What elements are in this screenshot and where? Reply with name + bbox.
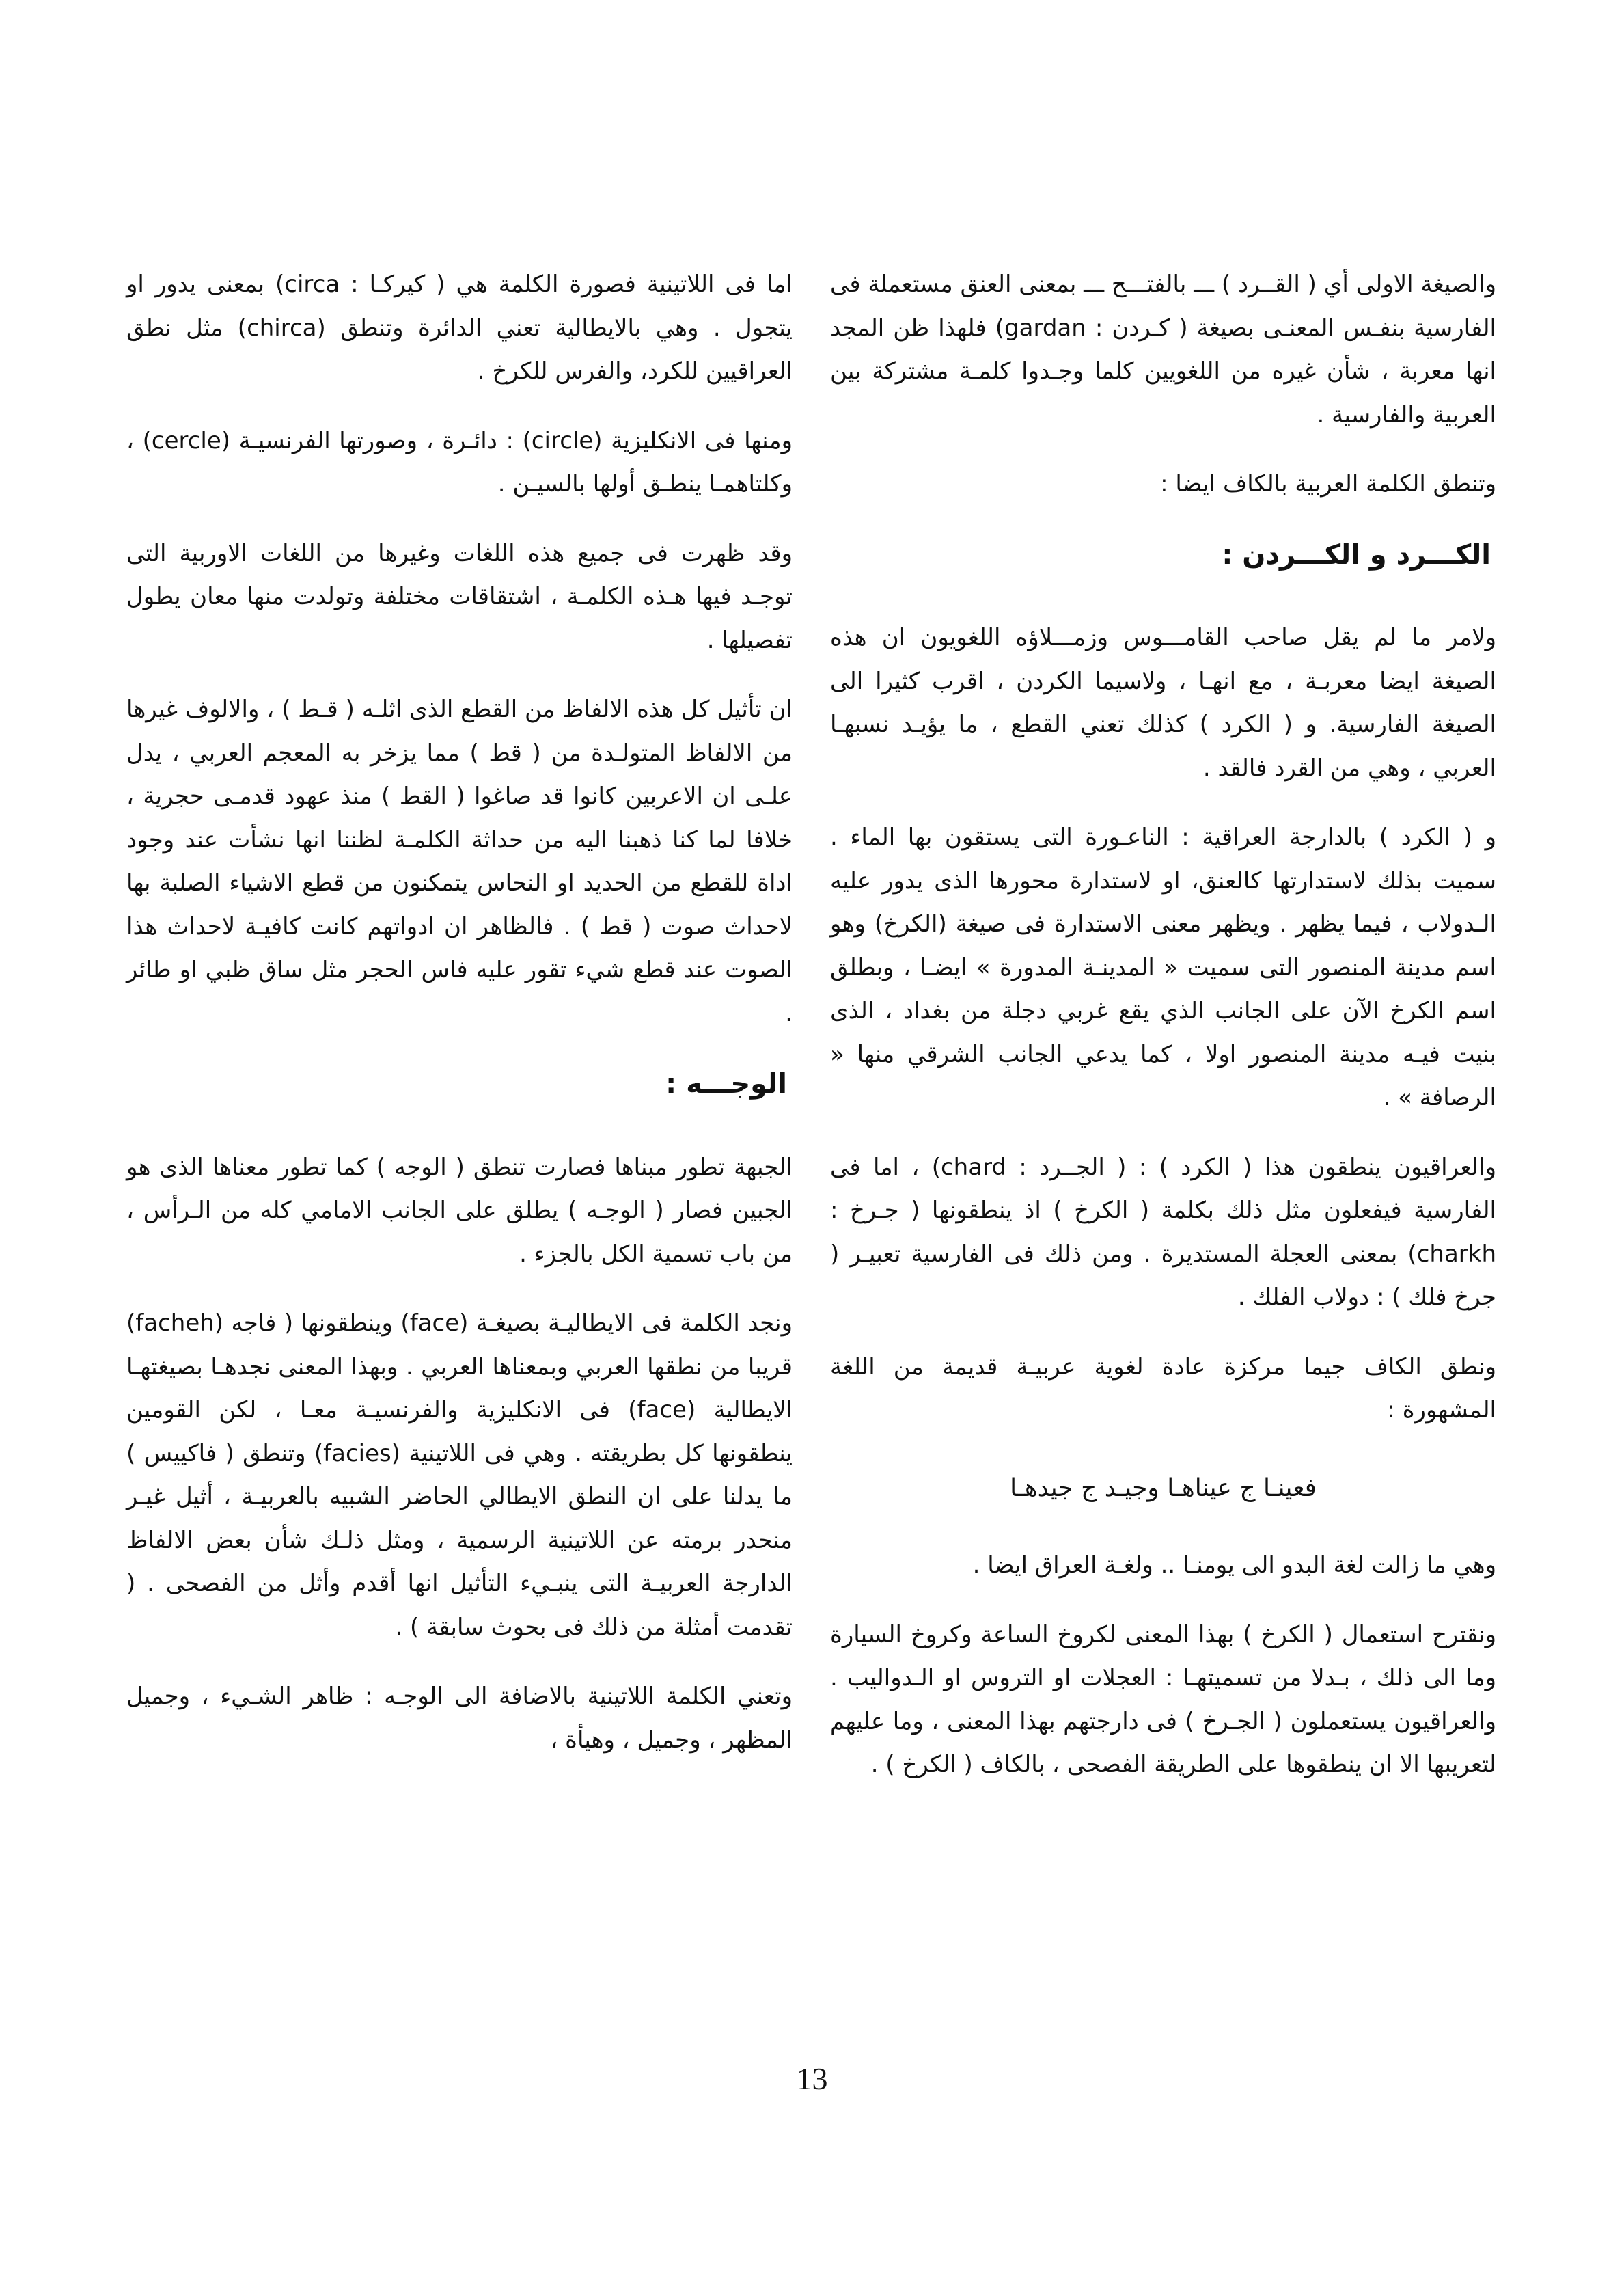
left-column	[126, 263, 793, 1788]
paragraph: و ( الكرد ) بالدارجة العراقية : الناعـورة التى يستقون بها الماء . سميت بذلك لاستدارتها كالعنق، او لاستدارة محورها الذى يدور عليه الـدولاب ، فيما يظهر . ويظهر معنى الاستدارة فى صيغة (الكرخ) وهو اسم مدينة المنصور التى سميت « المدينـة المدورة » ايضـا ، وبطلق اسم الكرخ الآن على الجانب الذي يقع غربي دجلة من بغداد ، الذى بنيت فيـه مدينة المنصور اولا ، كما يدعي الجانب الشرقي منها « الرصافة » .	[830, 824, 1496, 1111]
section-heading: الوجـــه :	[665, 1068, 787, 1100]
right-column	[830, 263, 1496, 1813]
paragraph: ان تأثيل كل هذه الالفاظ من القطع الذى اثلـه ( قـط ) ، والالوف غيرها من الالفاظ المتولـدة من ( قط ) مما يزخر به المعجم العربي ، يدل علـى ان الاعربين كانوا قد صاغوا ( القط ) منذ عهود قدمـى حجرية ، خلافا لما كنا ذهبنا اليه من حداثة الكلمـة لظننا انها نشأت عند وجود اداة للقطع من الحديد او النحاس يتمكنون من قطع الاشياء الصلبة بها لاحداث صوت ( قط ) . فالظاهر ان ادواتهم كانت كافيـة لاحداث هذا الصوت عند قطع شيء تقور عليه فاس الحجر مثل ساق ظبي او طائر .	[126, 696, 793, 1027]
paragraph: والصيغة الاولى أي ( القــرد ) ـــ بالفتـــح ـــ بمعنى العنق مستعملة فى الفارسية بنفـس المعنـى بصيغة ( كـردن : gardan) فلهذا ظن المجد انها معربة ، شأن غيره من اللغويين كلما وجـدوا كلمـة مشتركة بين العربية والفارسية .	[830, 271, 1497, 429]
paragraph: ولامر ما لم يقل صاحب القامـــوس وزمـــلاؤه اللغويون ان هذه الصيغة ايضا معربـة ، مع انهـا ، ولاسيما الكردن ، اقرب كثيرا الى الصيغة الفارسية. و ( الكرد ) كذلك تعني القطع ، ما يؤيـد نسبهـا العربي ، وهي من القرد فالقد .	[830, 624, 1496, 782]
paragraph: وقد ظهرت فى جميع هذه اللغات وغيرها من اللغات الاوربية التى توجـد فيها هـذه الكلمـة ، اشتقاقات مختلفة وتولدت منها معان يطول تفصيلها .	[126, 539, 793, 654]
section-heading: الكـــرد و الكـــردن :	[1222, 539, 1491, 571]
paragraph: وتنطق الكلمة العربية بالكاف ايضا :	[1160, 470, 1496, 498]
paragraph: وتعني الكلمة اللاتينية بالاضافة الى الوجـه : ظاهر الشـيء ، وجميل المظهر ، وجميل ، وهيأة ،	[126, 1683, 793, 1754]
poetry-verse: فعينـا ج عيناهـا وجيـد ج جيدهـا	[1010, 1473, 1317, 1502]
paragraph: وهي ما زالت لغة البدو الى يومنـا .. ولغـة العراق ايضا .	[972, 1551, 1496, 1579]
page-number: 13	[796, 2061, 828, 2096]
paragraph: ومنها فى الانكليزية (circle) : دائـرة ، وصورتها الفرنسيـة (cercle) ، وكلتاهمـا ينطـق أولها بالسيـن .	[126, 426, 793, 498]
paragraph: اما فى اللاتينية فصورة الكلمة هي ( كيركـا : circa) بمعنى يدور او يتجول . وهي بالايطالية تعني الدائرة وتنطق (chirca) مثل نطق العراقيين للكرد، والفرس للكرخ .	[126, 271, 793, 385]
paragraph: ونطق الكاف جيما مركزة عادة لغوية عربيـة قديمة من اللغة المشهورة :	[830, 1352, 1496, 1424]
paragraph: ونقترح استعمال ( الكرخ ) بهذا المعنى لكروخ الساعة وكروخ السيارة وما الى ذلك ، بـدلا من تسميتهـا : العجلات او التروس او الـدواليب . والعراقيون يستعملون ( الجـرخ ) فى دارجتهم بهذا المعنى ، وما عليهم لتعريبها الا ان ينطقوها على الطريقة الفصحى ، بالكاف ( الكرخ ) .	[830, 1620, 1496, 1778]
paragraph: الجبهة تطور مبناها فصارت تنطق ( الوجه ) كما تطور معناها الذى هو الجبين فصار ( الوجـه ) يطلق على الجانب الامامي كله من الـرأس ، من باب تسمية الكل بالجزء .	[126, 1153, 793, 1268]
paragraph: ونجد الكلمة فى الايطاليـة بصيغـة (face) وينطقونها ( فاجه (facheh) قريبا من نطقها العربي وبمعناها العربي . وبهذا المعنى نجدهـا بصيغتهـا الايطالية (face) فى الانكليزية والفرنسيـة معـا ، لكن القومين ينطقونها كل بطريقته . وهي فى اللاتينية (facies) وتنطق ( فاكييس ) ما يدلنا على ان النطق الايطالي الحاضر الشبيه بالعربيـة ، أثيل غيـر منحدر برمته عن اللاتينية الرسمية ، ومثل ذلـك شأن بعض الالفاظ الدارجة العربيـة التى ينبـيء التأثيل انها أقدم وأثل من الفصحى . ( تقدمت أمثلة من ذلك فى بحوث سابقة ) .	[126, 1309, 793, 1641]
paragraph: والعراقيون ينطقون هذا ( الكرد ) : ( الجــرد : chard) ، اما فى الفارسية فيفعلون مثل ذلك بكلمة ( الكرخ ) اذ ينطقونها ( جـرخ : charkh) بمعنى العجلة المستديرة . ومن ذلك فى الفارسية تعبيـر ( جرخ فلك ) : دولاب الفلك .	[830, 1153, 1496, 1311]
